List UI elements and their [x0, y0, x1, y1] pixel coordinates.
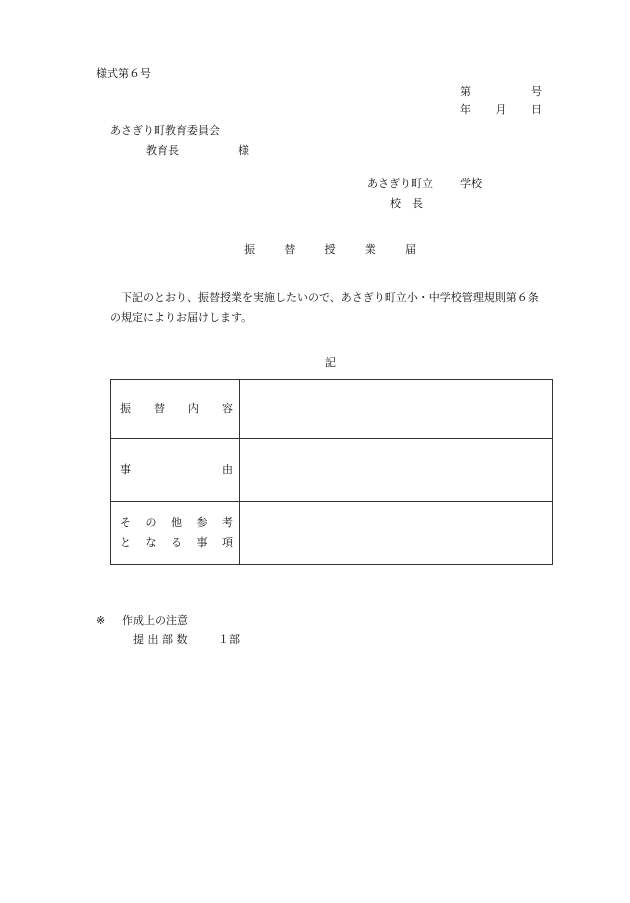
- notes-heading: 作成上の注意: [122, 614, 188, 627]
- body-line-1: 下記のとおり、振替授業を実施したいので、あさぎり町立小・中学校管理規則第６条: [121, 291, 539, 304]
- row-label: [120, 399, 233, 419]
- label-char: 振: [120, 402, 131, 415]
- sender-school-suffix: 学校: [460, 177, 482, 190]
- label-char: 容: [222, 402, 233, 415]
- table-row: [111, 439, 553, 502]
- body-line-2: の規定によりお届けします。: [110, 311, 253, 324]
- notes-item-label: 提 出 部 数: [133, 633, 188, 646]
- label-char: 由: [222, 463, 233, 476]
- label-char: 事: [120, 463, 131, 476]
- row-label: [120, 513, 233, 533]
- doc-number-suffix: 号: [531, 85, 542, 98]
- title-char: 届: [405, 243, 416, 256]
- row-label: [120, 460, 233, 480]
- label-char: 事: [196, 536, 208, 549]
- title-char: 業: [364, 243, 376, 256]
- notes-mark: ※: [96, 614, 106, 627]
- form-number: 様式第６号: [96, 67, 151, 80]
- ki-label: 記: [325, 356, 336, 369]
- addressee-honorific: 様: [238, 144, 249, 157]
- label-char: 他: [171, 516, 182, 529]
- row-value-cell[interactable]: [240, 502, 553, 565]
- notes-item-value: １部: [218, 633, 240, 646]
- sender-school: あさぎり町立: [367, 177, 433, 190]
- title-char: 振: [244, 243, 255, 256]
- table-row: [111, 502, 553, 565]
- label-char: 参: [196, 516, 208, 529]
- row-label: [120, 533, 233, 553]
- label-char: 内: [188, 402, 199, 415]
- document-date: [460, 103, 542, 117]
- table-row: [111, 380, 553, 439]
- label-char: る: [171, 536, 182, 549]
- addressee-title: 教育長: [146, 144, 179, 157]
- date-month: 月: [495, 103, 507, 116]
- label-char: 考: [222, 516, 233, 529]
- label-char: な: [145, 536, 157, 549]
- row-value-cell[interactable]: [240, 439, 553, 502]
- label-char: 項: [222, 536, 233, 549]
- title-char: 授: [324, 243, 336, 256]
- addressee-board: あさぎり町教育委員会: [110, 124, 220, 137]
- label-char: 替: [154, 402, 165, 415]
- sender-principal: 校 長: [390, 197, 423, 210]
- date-day: 日: [531, 103, 542, 116]
- date-year: 年: [460, 103, 471, 116]
- document-title: [244, 243, 416, 257]
- document-number: [460, 85, 542, 99]
- label-char: と: [120, 536, 131, 549]
- label-char: の: [145, 516, 157, 529]
- title-char: 替: [284, 243, 296, 256]
- row-label-cell: [111, 380, 240, 439]
- row-value-cell[interactable]: [240, 380, 553, 439]
- details-table: [110, 379, 553, 565]
- row-label-cell: [111, 502, 240, 565]
- label-char: そ: [120, 516, 131, 529]
- row-label-cell: [111, 439, 240, 502]
- doc-number-prefix: 第: [460, 85, 471, 98]
